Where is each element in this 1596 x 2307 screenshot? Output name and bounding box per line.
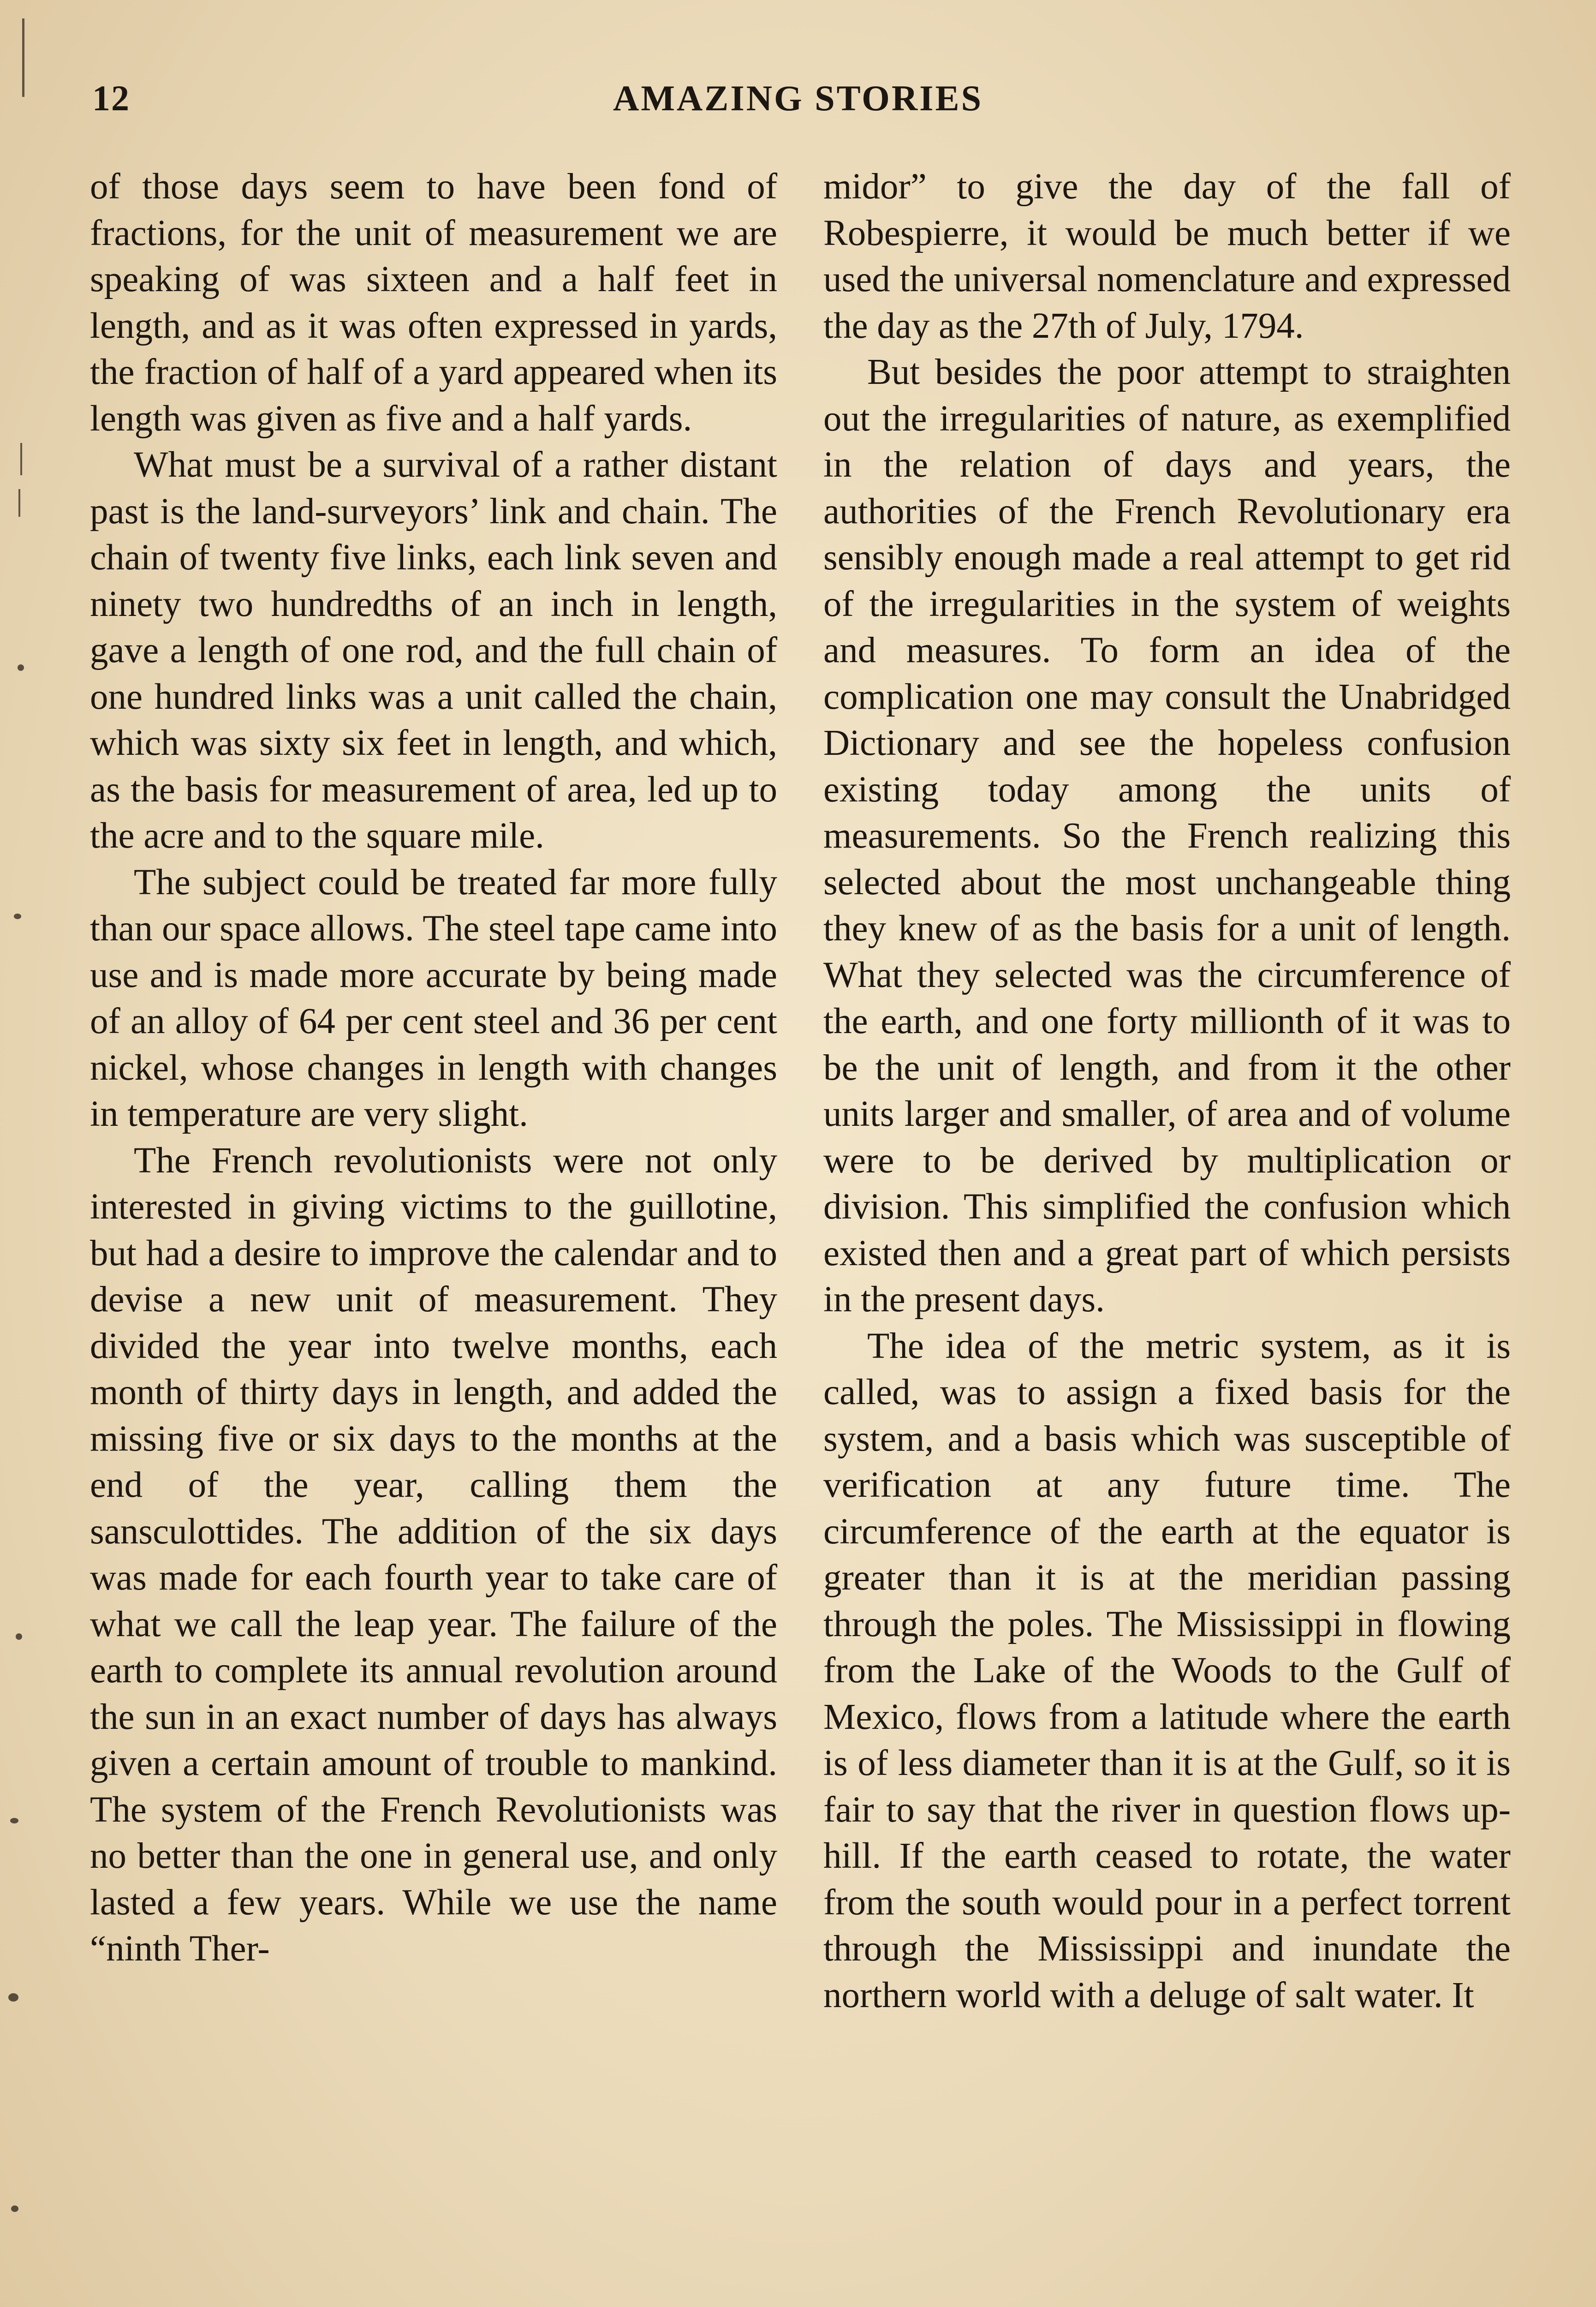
paragraph: The subject could be treated far more fully than our space allows. The steel tape came into use and is made more accurate by being made of an alloy of 64 per cent steel and 36 per cent nickel, whose changes in length with changes in temperature are very slight. — [90, 862, 777, 1134]
paragraph: of those days seem to have been fond of fractions, for the unit of measurement we are speaking of was sixteen and a half feet in length, and as it was often expressed in yards, the fraction of half of a yard appeared when its length was given as five and a half yards. — [90, 167, 777, 439]
left-column — [90, 164, 777, 1972]
paragraph: What must be a survival of a rather distant past is the land-surveyors’ link and chain. The chain of twenty five links, each link seven and ninety two hundredths of an inch in length, gave a length of one rod, and the full chain of one hundred links was a unit called the chain, which was sixty six feet in length, and which, as the basis for measurement of area, led up to the acre and to the square mile. — [90, 445, 777, 856]
binding-speck — [11, 2205, 18, 2212]
binding-mark — [20, 443, 22, 475]
binding-mark — [22, 18, 24, 97]
paragraph: But besides the poor attempt to straighten out the irregularities of nature, as exemplified in the relation of days and years, the authorities of the French Revolutionary era sensibly enough made a real attempt to get rid of the irregularities in the system of weights and measures. To form an idea of the complication one may consult the Unabridged Dictionary and see the hopeless confusion existing today among the units of measurements. So the French realizing this selected about the most unchangeable thing they knew of as the basis for a unit of length. What they selected was the circumference of the earth, and one forty millionth of it was to be the unit of length, and from it the other units larger and smaller, of area and of volume were to be derived by multiplication or division. This simplified the confusion which existed then and a great part of which persists in the present days. — [823, 352, 1511, 1320]
binding-speck — [10, 1818, 18, 1823]
binding-mark — [18, 489, 20, 517]
paragraph: The French revolutionists were not only interested in giving victims to the guillotine, but had a desire to improve the calendar and to devise a new unit of measurement. They divided the year into twelve months, each month of thirty days in length, and added the missing five or six days to the months at the end of the year, calling them the sansculottides. The addition of the six days was made for each fourth year to take care of what we call the leap year. The failure of the earth to complete its annual revolution around the sun in an exact number of days has always given a certain amount of trouble to mankind. The system of the French Revolutionists was no better than the one in general use, and only lasted a few years. While we use the name “ninth Ther- — [90, 1140, 777, 1969]
running-head: AMAZING STORIES — [613, 78, 983, 118]
binding-speck — [16, 1633, 22, 1640]
paragraph: midor” to give the day of the fall of Robespierre, it would be much better if we used the universal nomenclature and expressed the day as the 27th of July, 1794. — [823, 167, 1511, 346]
binding-speck — [14, 914, 21, 919]
page-number: 12 — [92, 78, 130, 118]
binding-speck — [18, 664, 24, 671]
paragraph: The idea of the metric system, as it is called, was to assign a fixed basis for the system, and a basis which was susceptible of verification at any future time. The circumference of the earth at the equator is greater than it is at the meridian passing through the poles. The Mississippi in flowing from the Lake of the Woods to the Gulf of Mexico, flows from a latitude where the earth is of less diameter than it is at the Gulf, so it is fair to say that the river in question flows up-hill. If the earth ceased to rotate, the water from the south would pour in a perfect torrent through the Mississippi and inundate the northern world with a deluge of salt water. It — [823, 1326, 1511, 2015]
page-header — [88, 78, 1508, 128]
binding-speck — [8, 1993, 18, 2002]
right-column — [823, 164, 1511, 2019]
